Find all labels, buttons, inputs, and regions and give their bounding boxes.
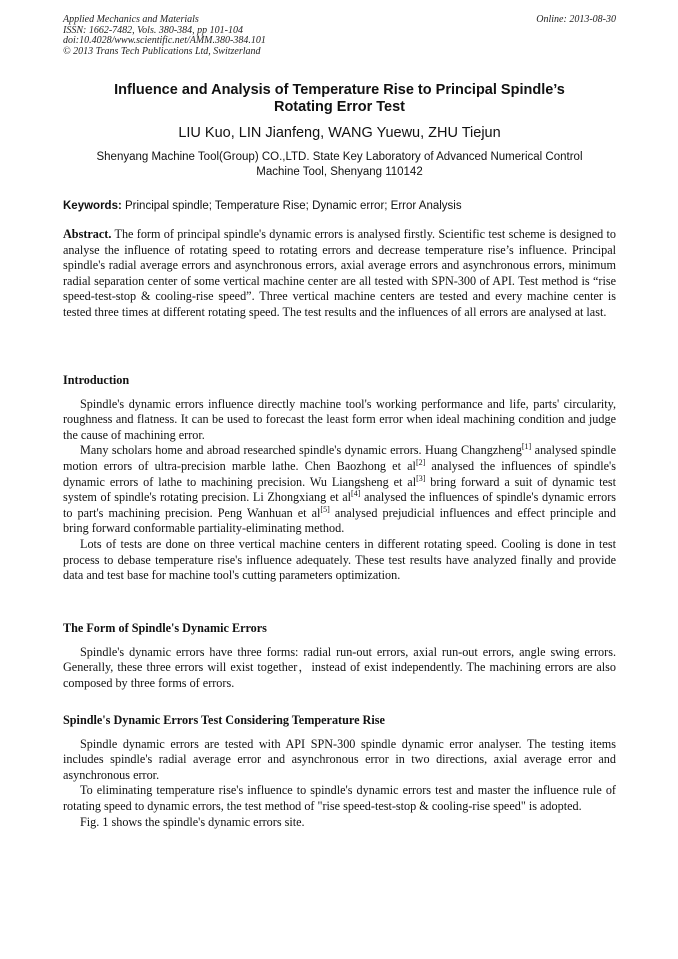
- form-section: [63, 621, 616, 691]
- intro-p2-text-3: analysed the influences of spindle's dynamic errors of lathe to machining precision. Wu Liangsheng et al: [63, 458, 616, 489]
- keywords: [63, 199, 616, 214]
- paper-title: [63, 82, 616, 116]
- issn-line: ISSN: 1662-7482, Vols. 380-384, pp 101-104: [63, 24, 243, 36]
- form-section-paragraph-1: Spindle's dynamic errors have three forms: radial run-out errors, axial run-out errors, angle swing errors. Generally, these three errors will exist together，instead of exist independently. The machining errors are also composed by three forms of errors.: [63, 644, 616, 690]
- author-list: LIU Kuo, LIN Jianfeng, WANG Yuewu, ZHU Tiejun: [178, 125, 501, 141]
- introduction-heading: Introduction: [63, 373, 130, 387]
- citation-ref-5: [5]: [320, 504, 330, 514]
- title-line-2: Rotating Error Test: [273, 99, 406, 115]
- form-section-heading: The Form of Spindle's Dynamic Errors: [63, 621, 267, 635]
- intro-p2-text-5: analysed the influences of spindle's dynamic errors to part's machining precision. Peng Wanhuan et al: [63, 490, 616, 520]
- keywords-text: Principal spindle; Temperature Rise; Dynamic error; Error Analysis: [125, 200, 462, 212]
- test-section-paragraph-2: To eliminating temperature rise's influence to spindle's dynamic errors test and master the influence rule of rotating speed to dynamic errors, the test method of "rise speed-test-stop & cooling-rise speed" is adopted.: [63, 783, 616, 813]
- title-line-1: Influence and Analysis of Temperature Rise to Principal Spindle’s: [114, 82, 565, 98]
- doi-line: doi:10.4028/www.scientific.net/AMM.380-384.101: [63, 35, 266, 46]
- test-section-paragraph-1: Spindle dynamic errors are tested with API SPN-300 spindle dynamic error analyser. The testing items includes spindle's radial average error and asynchronous error in two directions, axial average error and asynchronous error.: [63, 736, 616, 782]
- journal-header: [63, 15, 616, 57]
- citation-ref-3: [3]: [416, 473, 426, 483]
- intro-p2-text-1: Many scholars home and abroad researched spindle's dynamic errors. Huang Changzheng: [80, 443, 522, 458]
- intro-p2-text-2: analysed spindle motion errors of ultra-precision marble lathe. Chen Baozhong et al: [63, 443, 616, 473]
- affiliation-line-1: Shenyang Machine Tool(Group) CO.,LTD. State Key Laboratory of Advanced Numerical Control: [96, 151, 583, 163]
- introduction-paragraph-2: [63, 443, 616, 537]
- introduction-section: [63, 373, 616, 584]
- affiliation-line-2: Machine Tool, Shenyang 110142: [256, 166, 423, 178]
- intro-p2-text-4: bring forward a suit of dynamic test system of spindle's rotating precision. Li Zhongxiang et al: [63, 474, 616, 505]
- citation-ref-2: [2]: [415, 457, 426, 467]
- abstract: [63, 227, 616, 321]
- intro-p2-text-6: analysed prejudicial influences and effect principle and bring forward conformable partiality-eliminating method.: [63, 505, 616, 536]
- journal-name: Applied Mechanics and Materials: [63, 14, 199, 25]
- affiliation: [63, 150, 616, 180]
- test-section-paragraph-3: Fig. 1 shows the spindle's dynamic errors site.: [80, 814, 305, 829]
- test-section: [63, 713, 616, 830]
- test-section-heading: Spindle's Dynamic Errors Test Considering Temperature Rise: [63, 713, 385, 727]
- abstract-text: The form of principal spindle's dynamic errors is analysed firstly. Scientific test scheme is designed to analyse the influence of rotating speed to rotating errors and decrease temperature rise’s influence. Principal spindle's radial average errors and asynchronous errors, axial average errors and asynchronous errors, minimum radial separation center of some vertical machine center are all tested with SPN-300 of API. Test method is “rise speed-test-stop & cooling-rise speed”. Three vertical machine centers are tested and every machine center is tested three times at different rotating speed. The test results and the influences of all errors are analysed at last.: [63, 227, 616, 319]
- citation-ref-4: [4]: [351, 489, 361, 499]
- citation-ref-1: [1]: [521, 442, 532, 452]
- introduction-paragraph-3: Lots of tests are done on three vertical machine centers in different rotating speed. Cooling is done in test process to debase temperature rise's influence adequately. These test results have analyzed finally and provide data and test base for machine tool's cutting parameters optimization.: [63, 536, 616, 583]
- abstract-label: Abstract.: [63, 227, 112, 241]
- copyright-line: © 2013 Trans Tech Publications Ltd, Switzerland: [63, 45, 261, 57]
- online-date: Online: 2013-08-30: [536, 14, 616, 25]
- keywords-label: Keywords:: [63, 200, 122, 212]
- introduction-paragraph-1: Spindle's dynamic errors influence directly machine tool's working performance and life, parts' circularity, roughness and flatness. It can be used to forecast the least form error when ideal machining condition and judge the cause of machining error.: [63, 396, 616, 442]
